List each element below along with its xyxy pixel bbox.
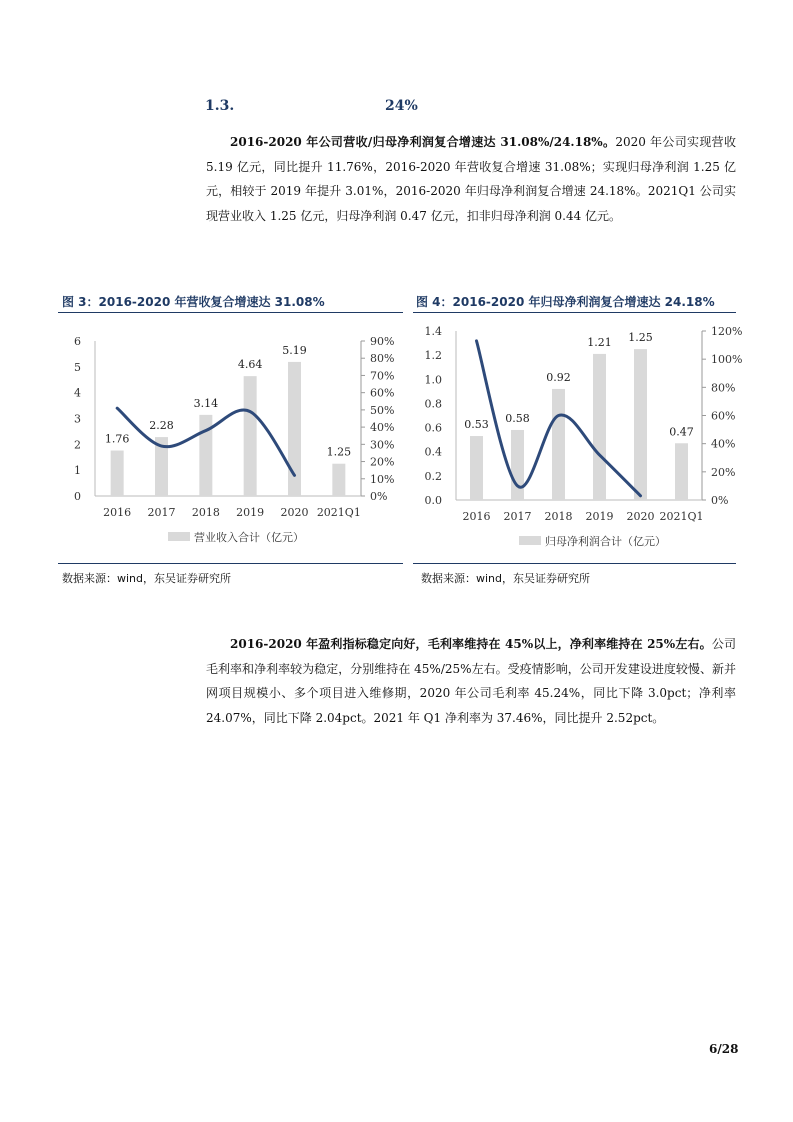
legend-swatch (168, 532, 190, 541)
section-title: 24% (385, 98, 418, 114)
x-tick-label: 2019 (236, 506, 265, 519)
figure-4-bottom-rule (413, 563, 736, 564)
legend-label: 归母净利润合计（亿元） (545, 535, 666, 548)
y2-tick-label: 30% (370, 438, 395, 452)
y-tick-label: 1.0 (424, 373, 442, 387)
x-tick-label: 2021Q1 (316, 506, 361, 519)
paragraph-body: 公司毛利率和净利率较为稳定，分别维持在 45%/25%左右。受疫情影响，公司开发建设进度较慢、新并网项目规模小、多个项目进入维修期，2020 年公司毛利率 45.24%，同比下降 3.0pct；净利率 24.07%，同比下降 2.04pct。2021 年 Q1 净利率为 37.46%，同比提升 2.52pct。 (206, 637, 736, 725)
y-tick-label: 0.4 (424, 445, 442, 459)
bar-data-label: 5.19 (282, 343, 307, 357)
y2-tick-label: 20% (370, 455, 395, 469)
figure-3-title: 图 3：2016-2020 年营收复合增速达 31.08% (62, 295, 325, 309)
paragraph-margins (206, 632, 736, 730)
y-tick-label: 0.8 (424, 397, 442, 411)
bar (593, 354, 606, 500)
bar-data-label: 3.14 (193, 396, 219, 410)
x-tick-label: 2017 (503, 510, 532, 523)
figure-4-top-rule (413, 312, 736, 313)
y2-tick-label: 90% (370, 335, 395, 348)
figure-3-bottom-rule (58, 563, 403, 564)
paragraph-lead: 2016-2020 年公司营收/归母净利润复合增速达 31.08%/24.18%。 (230, 135, 616, 149)
chart-svg (413, 318, 743, 558)
figure-3-top-rule (58, 312, 403, 313)
y2-tick-label: 10% (370, 472, 395, 486)
y-tick-label: 3 (74, 412, 81, 426)
bar-data-label: 4.64 (237, 358, 263, 372)
x-tick-label: 2020 (626, 510, 655, 523)
x-tick-label: 2019 (585, 510, 614, 523)
x-tick-label: 2018 (191, 506, 220, 519)
bar-data-label: 0.92 (546, 370, 571, 384)
bar-data-label: 0.58 (505, 411, 530, 425)
y-tick-label: 2 (74, 438, 81, 452)
figure-4-source: 数据来源：wind，东吴证券研究所 (421, 572, 591, 585)
y-tick-label: 1.4 (424, 325, 442, 338)
y-tick-label: 4 (74, 386, 81, 400)
figure-3-source: 数据来源：wind，东吴证券研究所 (62, 572, 232, 585)
section-heading (205, 98, 505, 120)
bar-data-label: 1.76 (104, 432, 130, 446)
bar-data-label: 1.21 (587, 335, 612, 349)
y-tick-label: 0.2 (424, 469, 442, 483)
bar (634, 349, 647, 500)
y-tick-label: 6 (74, 335, 81, 348)
bar (511, 430, 524, 500)
bar-data-label: 0.53 (464, 418, 489, 432)
y2-tick-label: 0% (370, 490, 388, 503)
y-tick-label: 0.6 (424, 421, 442, 435)
figure-4-title: 图 4：2016-2020 年归母净利润复合增速达 24.18% (416, 295, 715, 309)
section-number: 1.3. (205, 98, 235, 114)
legend-label: 营业收入合计（亿元） (194, 531, 304, 544)
y2-tick-label: 120% (711, 325, 743, 338)
bar-data-label: 1.25 (326, 445, 352, 459)
y2-tick-label: 40% (370, 421, 395, 435)
x-tick-label: 2016 (462, 510, 491, 523)
bar-data-label: 0.47 (669, 425, 694, 439)
bar-data-label: 2.28 (149, 419, 174, 433)
bar (552, 389, 565, 500)
chart-svg (58, 318, 403, 558)
x-tick-label: 2017 (147, 506, 176, 519)
bar (332, 464, 345, 496)
y-tick-label: 5 (74, 360, 81, 374)
paragraph-revenue (206, 130, 736, 228)
legend-swatch (519, 536, 541, 545)
y2-tick-label: 20% (711, 465, 736, 479)
x-tick-label: 2018 (544, 510, 573, 523)
bar (244, 376, 257, 496)
y-tick-label: 1.2 (424, 349, 442, 363)
y2-tick-label: 80% (711, 381, 736, 395)
y2-tick-label: 80% (370, 352, 395, 366)
y2-tick-label: 40% (711, 437, 736, 451)
y2-tick-label: 60% (370, 386, 395, 400)
net-profit-chart (413, 318, 743, 562)
page-number: 6/28 (709, 1042, 739, 1056)
x-tick-label: 2021Q1 (659, 510, 704, 523)
paragraph-lead: 2016-2020 年盈利指标稳定向好，毛利率维持在 45%以上，净利率维持在 25%左右。 (230, 637, 712, 651)
bar-data-label: 1.25 (628, 331, 653, 345)
y2-tick-label: 70% (370, 369, 395, 383)
revenue-chart (58, 318, 403, 562)
paragraph-body: 2020 年公司实现营收 5.19 亿元，同比提升 11.76%，2016-2020 年营收复合增速 31.08%；实现归母净利润 1.25 亿元，相较于 2019 年提升 3.01%，2016-2020 年归母净利润复合增速 24.18%。2021Q1 公司实现营业收入 1.25 亿元，归母净利润 0.47 亿元，扣非归母净利润 0.44 亿元。 (206, 135, 737, 223)
x-tick-label: 2020 (280, 506, 309, 519)
y2-tick-label: 100% (711, 353, 743, 367)
y-tick-label: 0.0 (424, 494, 442, 507)
y-tick-label: 0 (74, 490, 81, 503)
y2-tick-label: 50% (370, 403, 395, 417)
y-tick-label: 1 (74, 464, 81, 478)
y2-tick-label: 0% (711, 494, 729, 507)
bar (470, 436, 483, 500)
bar (111, 451, 124, 496)
y2-tick-label: 60% (711, 409, 736, 423)
bar (675, 443, 688, 500)
x-tick-label: 2016 (103, 506, 132, 519)
